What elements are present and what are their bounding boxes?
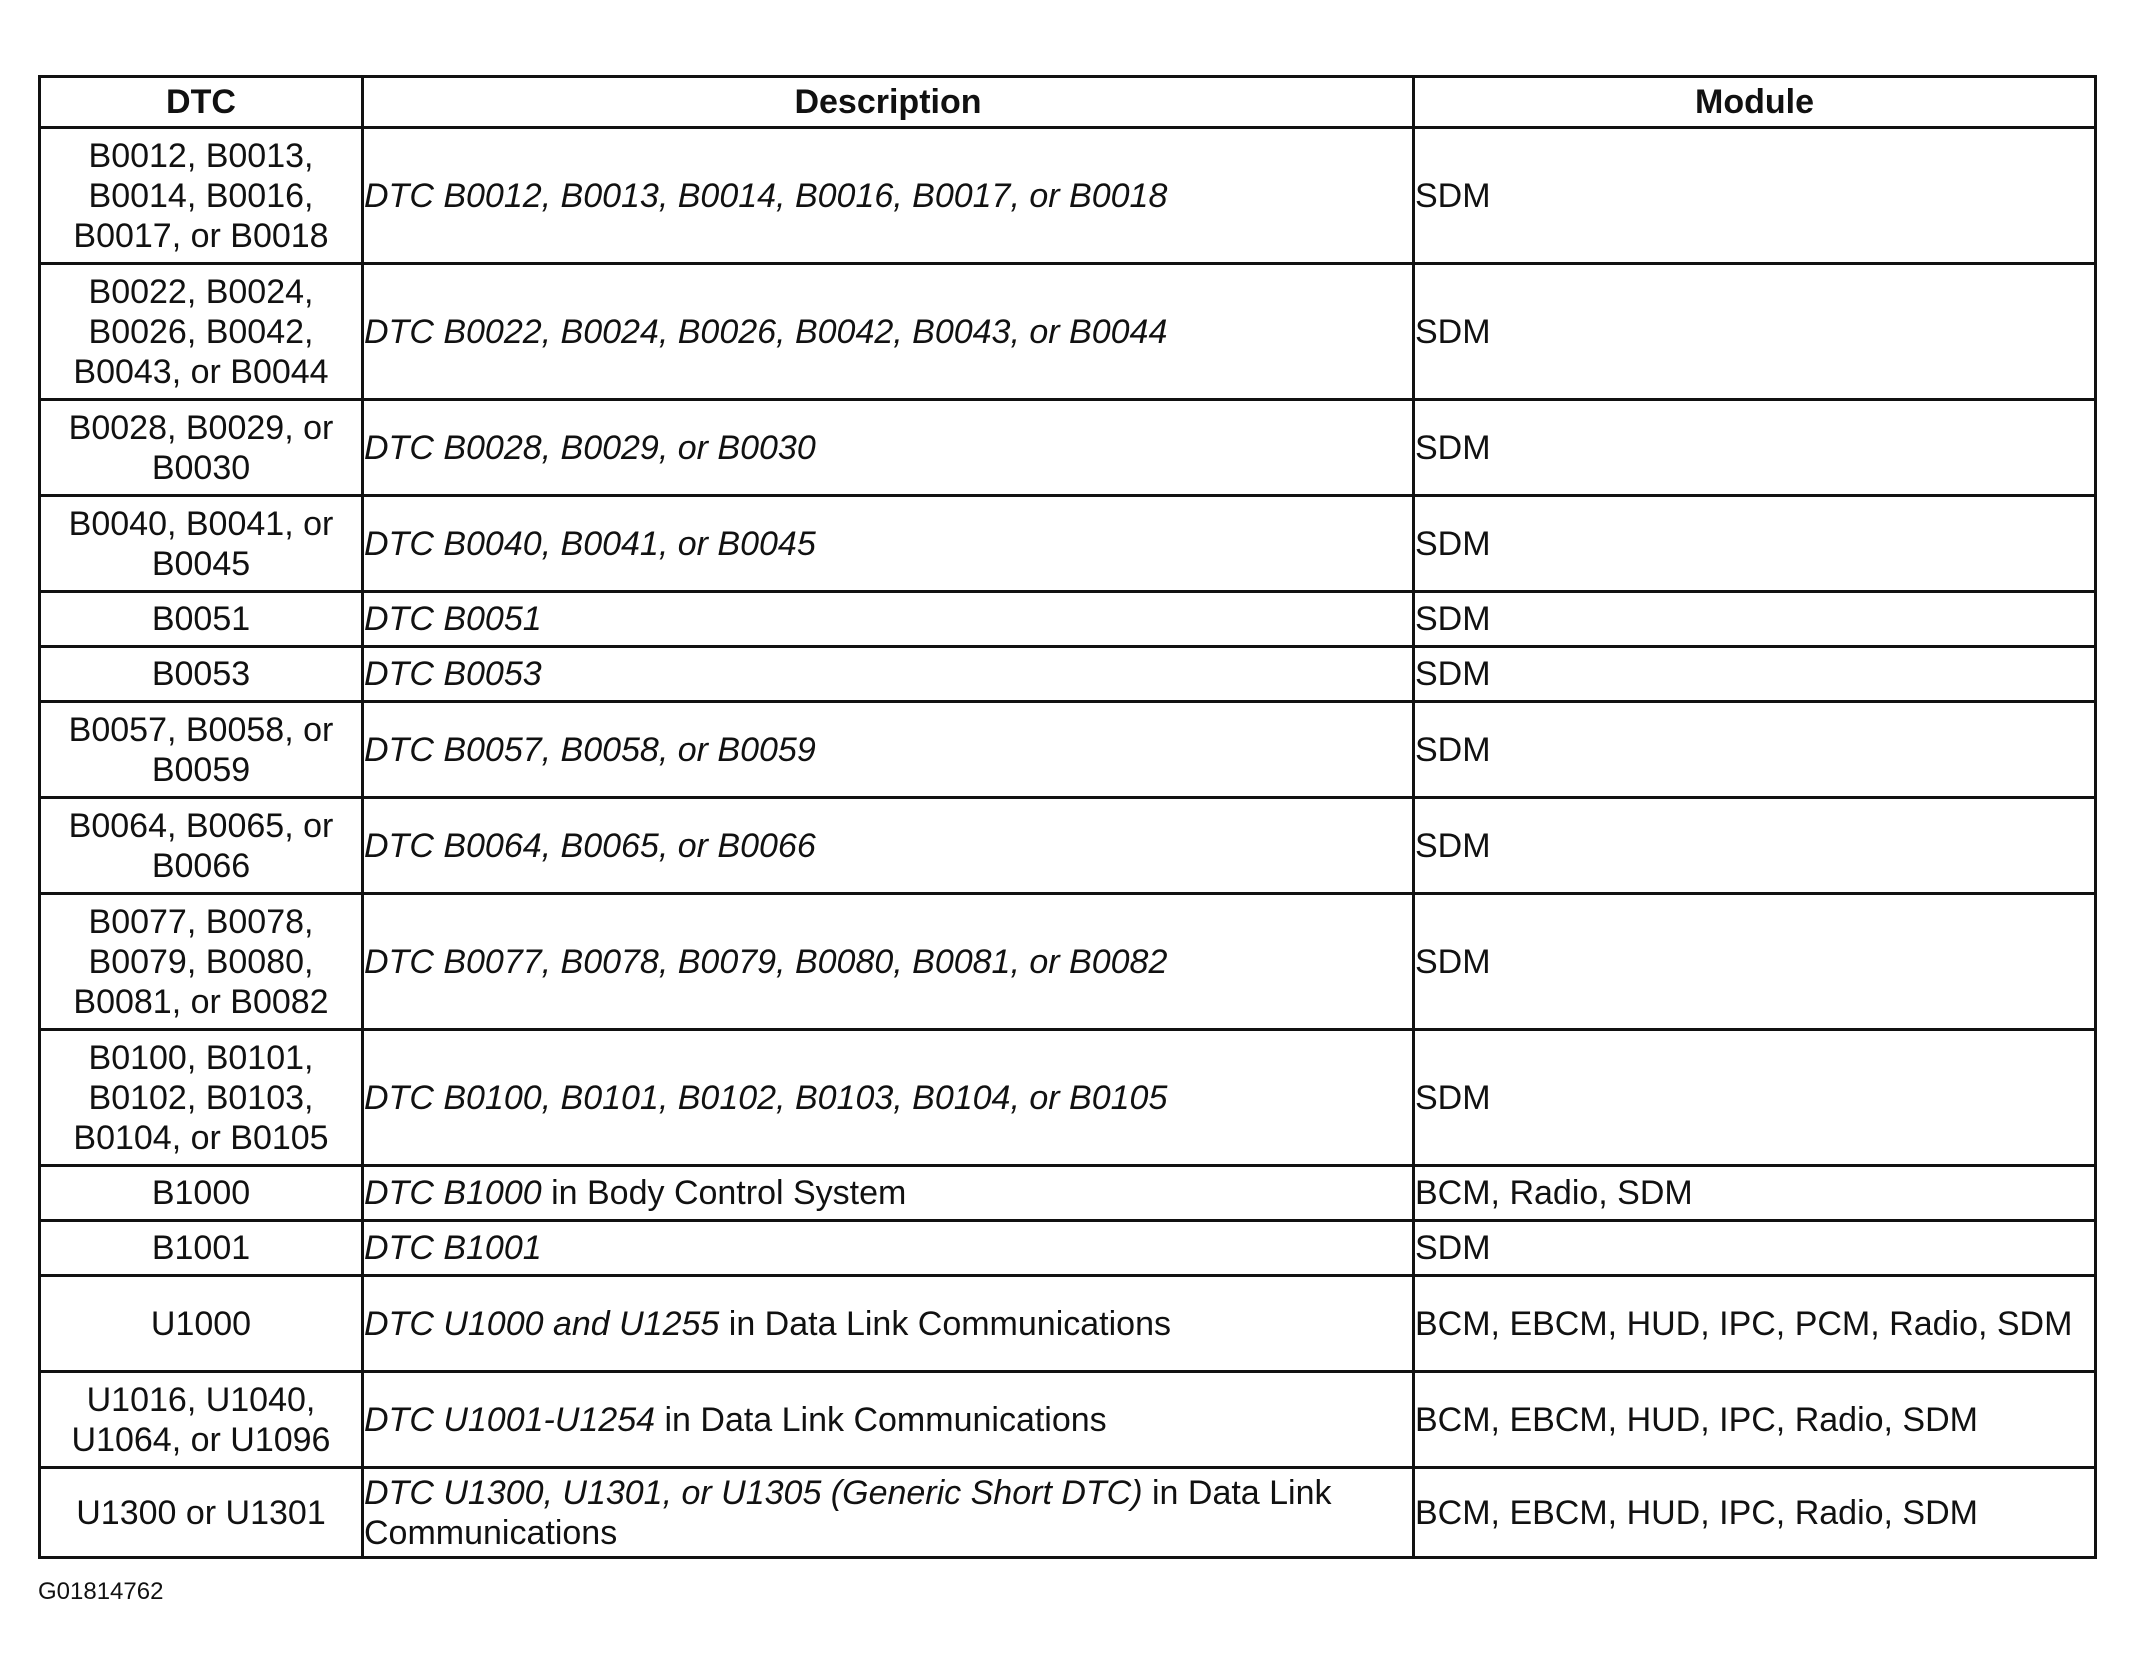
description-italic: DTC B0051 bbox=[364, 600, 542, 638]
table-row bbox=[40, 1166, 2096, 1221]
module-cell: BCM, Radio, SDM bbox=[1414, 1166, 2096, 1221]
dtc-cell: B0051 bbox=[40, 592, 363, 647]
description-italic: DTC B0053 bbox=[364, 655, 542, 693]
module-cell: SDM bbox=[1414, 1030, 2096, 1166]
module-cell: BCM, EBCM, HUD, IPC, PCM, Radio, SDM bbox=[1414, 1276, 2096, 1372]
table-row bbox=[40, 128, 2096, 264]
description-italic: DTC B0028, B0029, or B0030 bbox=[364, 428, 816, 467]
module-cell: SDM bbox=[1414, 894, 2096, 1030]
description-italic: DTC B0077, B0078, B0079, B0080, B0081, or B0082 bbox=[364, 942, 1168, 981]
description-cell bbox=[363, 647, 1414, 702]
module-cell: BCM, EBCM, HUD, IPC, Radio, SDM bbox=[1414, 1372, 2096, 1468]
description-cell bbox=[363, 798, 1414, 894]
description-italic: DTC U1001-U1254 bbox=[364, 1400, 656, 1439]
description-italic: DTC U1300, U1301, or U1305 (Generic Short DTC) bbox=[364, 1473, 1143, 1512]
description-cell bbox=[363, 1276, 1414, 1372]
description-italic: DTC B0100, B0101, B0102, B0103, B0104, or B0105 bbox=[364, 1078, 1168, 1117]
table-row bbox=[40, 798, 2096, 894]
dtc-cell: U1000 bbox=[40, 1276, 363, 1372]
table-row bbox=[40, 647, 2096, 702]
module-cell: SDM bbox=[1414, 647, 2096, 702]
table-row bbox=[40, 702, 2096, 798]
module-cell: SDM bbox=[1414, 128, 2096, 264]
description-italic: DTC B0057, B0058, or B0059 bbox=[364, 730, 816, 769]
module-cell: SDM bbox=[1414, 1221, 2096, 1276]
description-italic: DTC B0040, B0041, or B0045 bbox=[364, 524, 816, 563]
table-row bbox=[40, 400, 2096, 496]
dtc-cell: B0022, B0024, B0026, B0042, B0043, or B0044 bbox=[40, 264, 363, 400]
description-italic: DTC B0012, B0013, B0014, B0016, B0017, or B0018 bbox=[364, 176, 1168, 215]
dtc-table bbox=[38, 75, 2097, 1559]
description-cell bbox=[363, 128, 1414, 264]
description-cell bbox=[363, 702, 1414, 798]
dtc-cell: B0100, B0101, B0102, B0103, B0104, or B0105 bbox=[40, 1030, 363, 1166]
description-italic: DTC U1000 and U1255 bbox=[364, 1304, 720, 1343]
dtc-cell: U1300 or U1301 bbox=[40, 1468, 363, 1558]
table-row bbox=[40, 264, 2096, 400]
dtc-cell: B0057, B0058, or B0059 bbox=[40, 702, 363, 798]
description-plain: in Data Link Communications bbox=[364, 1473, 1332, 1552]
description-cell bbox=[363, 1030, 1414, 1166]
dtc-cell: B0012, B0013, B0014, B0016, B0017, or B0018 bbox=[40, 128, 363, 264]
description-cell bbox=[363, 592, 1414, 647]
module-cell: BCM, EBCM, HUD, IPC, Radio, SDM bbox=[1414, 1468, 2096, 1558]
table-row bbox=[40, 1468, 2096, 1558]
table-row bbox=[40, 1372, 2096, 1468]
description-italic: DTC B1001 bbox=[364, 1229, 542, 1267]
description-italic: DTC B0064, B0065, or B0066 bbox=[364, 826, 816, 865]
description-plain: in Body Control System bbox=[541, 1174, 907, 1212]
dtc-cell: B1000 bbox=[40, 1166, 363, 1221]
header-description: Description bbox=[363, 77, 1414, 128]
dtc-cell: B0053 bbox=[40, 647, 363, 702]
dtc-cell: U1016, U1040, U1064, or U1096 bbox=[40, 1372, 363, 1468]
table-row bbox=[40, 496, 2096, 592]
header-row bbox=[40, 77, 2096, 128]
description-cell bbox=[363, 1372, 1414, 1468]
module-cell: SDM bbox=[1414, 592, 2096, 647]
table-row bbox=[40, 592, 2096, 647]
table-row bbox=[40, 894, 2096, 1030]
dtc-cell: B1001 bbox=[40, 1221, 363, 1276]
description-plain: in Data Link Communications bbox=[655, 1400, 1107, 1439]
description-cell bbox=[363, 496, 1414, 592]
description-cell bbox=[363, 894, 1414, 1030]
description-cell bbox=[363, 1468, 1414, 1558]
module-cell: SDM bbox=[1414, 496, 2096, 592]
table-row bbox=[40, 1221, 2096, 1276]
module-cell: SDM bbox=[1414, 798, 2096, 894]
header-dtc: DTC bbox=[40, 77, 363, 128]
table-row bbox=[40, 1276, 2096, 1372]
figure-code: G01814762 bbox=[38, 1578, 164, 1605]
description-cell bbox=[363, 264, 1414, 400]
table-row bbox=[40, 1030, 2096, 1166]
dtc-cell: B0028, B0029, or B0030 bbox=[40, 400, 363, 496]
description-cell bbox=[363, 400, 1414, 496]
module-cell: SDM bbox=[1414, 702, 2096, 798]
dtc-cell: B0077, B0078, B0079, B0080, B0081, or B0082 bbox=[40, 894, 363, 1030]
description-italic: DTC B0022, B0024, B0026, B0042, B0043, or B0044 bbox=[364, 312, 1168, 351]
dtc-cell: B0040, B0041, or B0045 bbox=[40, 496, 363, 592]
description-cell bbox=[363, 1221, 1414, 1276]
module-cell: SDM bbox=[1414, 264, 2096, 400]
module-cell: SDM bbox=[1414, 400, 2096, 496]
header-module: Module bbox=[1414, 77, 2096, 128]
description-italic: DTC B1000 bbox=[364, 1174, 542, 1212]
description-cell bbox=[363, 1166, 1414, 1221]
dtc-cell: B0064, B0065, or B0066 bbox=[40, 798, 363, 894]
description-plain: in Data Link Communications bbox=[719, 1304, 1171, 1343]
